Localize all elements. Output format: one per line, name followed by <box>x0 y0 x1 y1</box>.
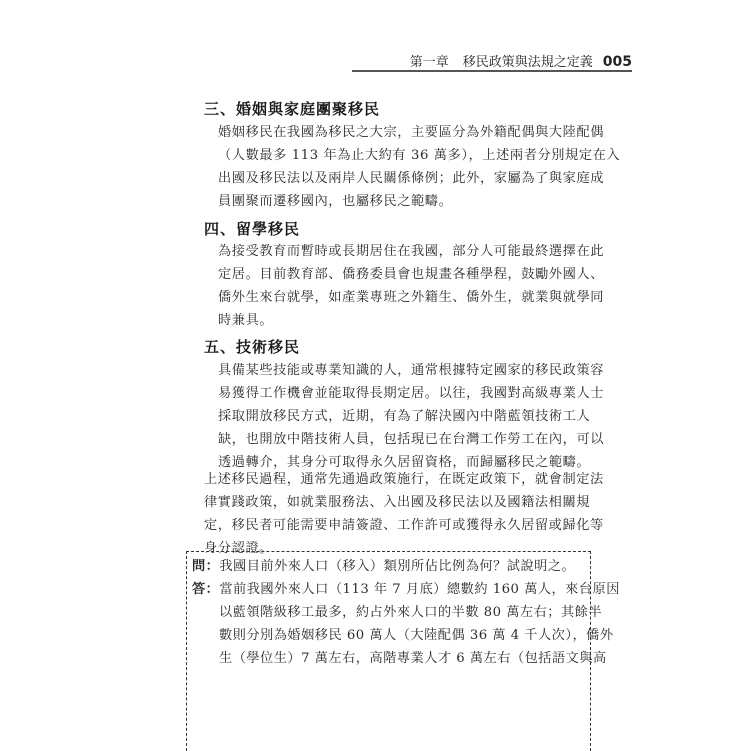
section-heading-study: 四、留學移民 <box>204 220 301 238</box>
text-line: 身分認證。 <box>204 541 273 556</box>
answer-line: 數則分別為婚姻移民 60 萬人（大陸配偶 36 萬 4 千人次），僑外 <box>219 628 614 643</box>
answer-tag: 答： <box>192 582 220 597</box>
section-heading-marriage: 三、婚姻與家庭團聚移民 <box>204 100 381 118</box>
text-line: 出國及移民法以及兩岸人民關係條例；此外，家屬為了與家庭成 <box>218 171 605 186</box>
text-line: 定居。目前教育部、僑務委員會也規畫各種學程，鼓勵外國人、 <box>218 267 605 282</box>
text-line: 僑外生來台就學，如產業專班之外籍生、僑外生，就業與就學同 <box>218 290 605 305</box>
qa-content <box>192 555 620 670</box>
answer-line: 生（學位生）7 萬左右，高階專業人才 6 萬左右（包括語文與高 <box>219 651 607 666</box>
answer-line: 以藍領階級移工最多，約占外來人口的半數 80 萬左右；其餘半 <box>219 605 603 620</box>
section-heading-skilled: 五、技術移民 <box>204 338 301 356</box>
running-header <box>352 51 632 71</box>
section-body-skilled <box>218 359 605 474</box>
text-line: 上述移民過程，通常先通過政策施行，在既定政策下，就會制定法 <box>204 472 604 487</box>
question-text: 我國目前外來人口（移入）類別所佔比例為何？試說明之。 <box>219 559 576 574</box>
section-body-marriage <box>218 121 621 213</box>
text-line: 時兼具。 <box>218 313 274 328</box>
header-rule <box>352 70 632 72</box>
page-number: 005 <box>602 54 632 70</box>
chapter-title: 移民政策與法規之定義 <box>462 55 593 70</box>
text-line: 婚姻移民在我國為移民之大宗，主要區分為外籍配偶與大陸配偶 <box>218 125 605 140</box>
text-line: 為接受教育而暫時或長期居住在我國，部分人可能最終選擇在此 <box>218 244 605 259</box>
question-line <box>192 555 620 578</box>
text-line: 員團聚而遷移國內，也屬移民之範疇。 <box>218 194 453 209</box>
chapter-label: 第一章 <box>409 55 449 70</box>
text-line: 律實踐政策，如就業服務法、入出國及移民法以及國籍法相關規 <box>204 495 591 510</box>
section-body-study <box>218 240 605 332</box>
answer-text: 當前我國外來人口（113 年 7 月底）總數約 160 萬人，來台原因 <box>219 582 620 597</box>
answer-line <box>192 578 620 601</box>
summary-paragraph <box>204 468 604 560</box>
text-line: 定，移民者可能需要申請簽證、工作許可或獲得永久居留或歸化等 <box>204 518 604 533</box>
text-line: （人數最多 113 年為止大約有 36 萬多），上述兩者分別規定在入 <box>218 148 621 163</box>
text-line: 缺，也開放中階技術人員，包括現已在台灣工作勞工在內，可以 <box>218 432 605 447</box>
text-line: 採取開放移民方式，近期，有為了解決國內中階藍領技術工人 <box>218 409 591 424</box>
text-line: 易獲得工作機會並能取得長期定居。以往，我國對高級專業人士 <box>218 386 605 401</box>
text-line: 透過轉介，其身分可取得永久居留資格，而歸屬移民之範疇。 <box>218 455 591 470</box>
question-tag: 問： <box>192 559 220 574</box>
text-line: 具備某些技能或專業知識的人，通常根據特定國家的移民政策容 <box>218 363 605 378</box>
